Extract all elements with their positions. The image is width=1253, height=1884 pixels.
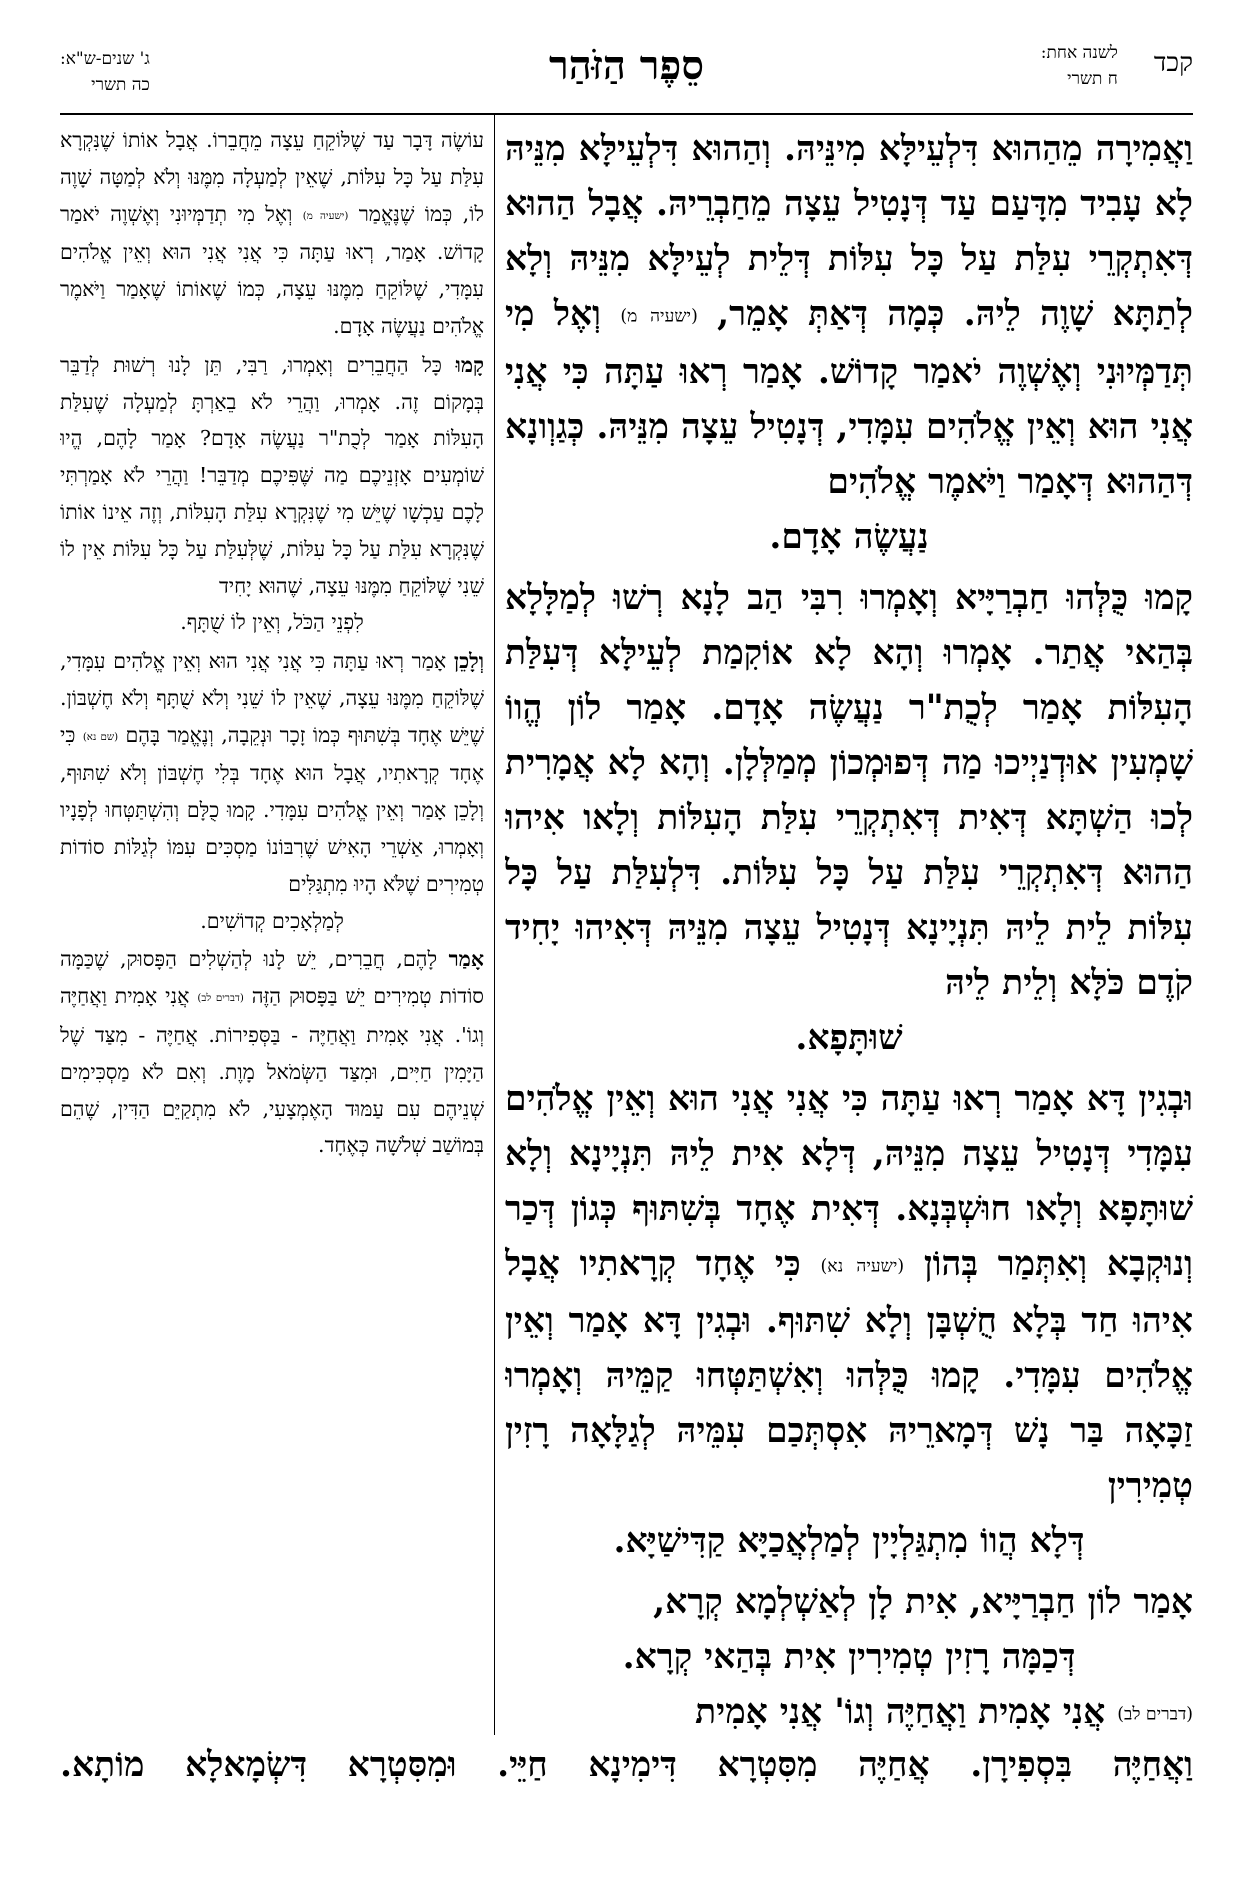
side-paragraph-3 [60,643,484,939]
main-paragraph-2 [505,571,1193,1066]
side-p3-opening: וְלָכֵן [453,649,484,674]
main-paragraph-4 [505,1575,1193,1732]
header-right-sub-2: ח תשרי [1067,69,1118,89]
main-p1-ref: (ישעיה מ) [620,306,698,327]
side-p3-text2: כִּי אֶחָד קְרָאתִיו, אֲבָל הוּא אֶחָד בְּלִי חֶשְׁבּוֹן וְלֹא שִׁתּוּף, וְלָכֵן אָמַר וְאֵין אֱלֹהִים עִמָּדִי. קָמוּ כֻלָּם וְהִשְׁתַּטְּחוּ לְפָנָיו וְאָמְרוּ, אַשְׁרֵי הָאִישׁ שֶׁרִבּוֹנוֹ מַסְכִּים עִמּוֹ לְגַלּוֹת סוֹדוֹת טְמִירִים שֶׁלֹּא הָיוּ מִתְגַּלִּים [60,722,484,896]
main-text-column [505,122,1193,1732]
main-p1-text: מֵהַהוּא דִּלְעֵילָּא מִינֵּיהּ. וְהַהוּא דִּלְעֵילָּא מִנֵּיהּ לָא עָבִיד מִדָּעַם עַד דְּנָטִיל עֵצָה מֵחַבְרֵיהּ. אֲבָל הַהוּא דְּאִתְקְרֵי עִלַּת עַל כָּל עִלּוֹת דְּלֵית לְעֵילָּא מִנֵּיהּ וְלָא לְתַתָּא שָׁוֶה לֵיהּ. כְּמָה דְּאַתְּ אָמֵר, [505,129,1193,334]
main-paragraph-3 [505,1072,1193,1570]
main-p1-end: נַעֲשֶׂה אָדָם. [769,516,929,557]
main-p2-text: כֻּלְּהוּ חַבְרַיָּיא וְאָמְרוּ רִבִּי הַב לָנָא רְשׁוּ לְמַלָּלָא בְּהַאי אֲתַר. אָמְרוּ וְהָא לָא אוֹקִמַת לְעֵילָּא דְּעִלַּת הָעִלּוֹת אָמַר לְכֻת"ר נַעֲשֶׂה אָדָם. אָמַר לוֹן הֱווֹ שָׁמְעִין אוּדְנַיְיכוּ מַה דְּפוּמְכוֹן מְמַלְּלָן. וְהָא לָא אֲמָרִית לְכוּ הַשְׁתָּא דְּאִית דְּאִתְקְרֵי עִלַּת הָעִלּוֹת וְלָאו אִיהוּ הַהוּא דְּאִתְקְרֵי עִלַּת עַל כָּל עִלּוֹת. דִּלְעִלַּת עַל כָּל עִלּוֹת לֵית לֵיהּ תִּנְיָינָא דְּנָטִיל עֵצָה מִנֵּיהּ דְּאִיהוּ יָחִיד קֹדֶם כֹּלָּא וְלֵית לֵיהּ [505,577,1193,1003]
main-p4-opening: אָמַר [1133,1582,1193,1623]
side-p1-text: עוֹשֶׂה דָּבָר עַד שֶׁלּוֹקֵחַ עֵצָה מֵחֲבֵרוֹ. אֲבָל אוֹתוֹ שֶׁנִּקְרָא עִלַּת עַל כָּל עִלּוֹת, שֶׁאֵין לְמַעְלָה מִמֶּנּוּ וְלֹא לְמַטָּה שָׁוֶה לוֹ, כְּמוֹ שֶׁנֶּאֱמַר [60,128,484,226]
page-header [60,40,1193,110]
commentary-column [60,122,484,1732]
main-p2-end: שׁוּתָּפָא. [795,1017,903,1058]
main-p4-text2: אֲנִי אָמִית וַאֲחַיֶּה וְגוֹ' אֲנִי אָמִית [695,1692,1106,1732]
page-title: סֵפֶר הַזֹּהַר [549,42,704,89]
side-p3-text: אָמַר רְאוּ עַתָּה כִּי אֲנִי אֲנִי הוּא וְאֵין אֱלֹהִים עִמָּדִי, שֶׁלּוֹקֵחַ מִמֶּנּוּ עֵצָה, שֶׁאֵין לוֹ שֵׁנִי וְלֹא שֻׁתָּף וְלֹא חֶשְׁבּוֹן. שֶׁיֵּשׁ אֶחָד בְּשִׁתּוּף כְּמוֹ זָכָר וּנְקֵבָה, וְנֶאֱמַר בָּהֶם [60,649,484,747]
side-p3-end: לְמַלְאָכִים קְדוֹשִׁים. [200,908,344,933]
main-p4-ref: (דברים לב) [1117,1704,1193,1725]
side-p1-ref: (ישעיה מ) [302,209,349,222]
side-p4-opening: אָמַר [448,947,484,972]
main-p3-end: דְּלָא הֲווֹ מִתְגַּלְיָין לְמַלְאֲכַיָּא קַדִּישַׁיָּא. [613,1521,1085,1562]
side-p3-ref: (שם נא) [82,730,119,743]
main-p2-opening: קָמוּ [1145,577,1193,618]
side-p4-text: לָהֶם, חֲבֵרִים, יֵשׁ לָנוּ לְהַשְׁלִים הַפָּסוּק, שֶׁכַּמָּה סוֹדוֹת טְמִירִים יֵשׁ בַּפָּסוּק הַזֶּה [60,947,484,1009]
main-paragraph-1 [505,122,1193,565]
column-divider [494,115,495,1735]
side-p2-end: לִפְנֵי הַכֹּל, וְאֵין לוֹ שֻׁתָּף. [180,610,364,635]
side-p4-ref: (דברים לב) [197,992,244,1005]
header-divider [60,113,1193,115]
full-width-closing-line: וַאֲחַיֶּה בִּסְפִירָן. אֲחַיֶּה מִסִּטְרָא דִּימִינָא חַיֵּי. וּמִסִּטְרָא דִּשְׂמָאלָא מוֹתָא. [60,1745,1193,1785]
header-left-sub-1: ג' שנים-ש"א: [60,49,150,69]
side-paragraph-2 [60,347,484,641]
side-p2-opening: קָמוּ [455,352,484,377]
main-p4-text-mid: דְּכַמָּה רָזִין טְמִירִין אִית בְּהַאי קְרָא. [622,1637,1076,1678]
main-p3-opening: וּבְגִין [1138,1078,1193,1119]
main-p1-text2: וְאֶל מִי תְּדַמְּיוּנִי וְאֶשְׁוֶה יֹאמַר קָדוֹשׁ. אָמַר רְאוּ עַתָּה כִּי אֲנִי אֲנִי הוּא וְאֵין אֱלֹהִים עִמָּדִי, דְּנָטִיל עֵצָה מִנֵּיהּ. כְּגַוְונָא דְּהַהוּא דְּאָמַר וַיֹּאמֶר אֱלֹהִים [505,294,1193,502]
side-p4-text2: אֲנִי אָמִית וַאֲחַיֶּה וְגוֹ'. אֲנִי אָמִית וַאֲחַיֶּה - בַּסְּפִירוֹת. אֲחַיֶּה - מִצַּד שֶׁל הַיָּמִין חַיִּים, וּמִצַּד הַשְּׂמֹאל מָוֶת. וְאִם לֹא מַסְכִּימִים שְׁנֵיהֶם עִם עַמּוּד הָאֶמְצָעִי, לֹא מִתְקַיֵּם הַדִּין, שֶׁהֵם בְּמוֹשַׁב שְׁלֹשָׁה כְּאֶחָד. [60,984,484,1158]
header-right-sub-1: לשנה אחת: [1040,43,1118,63]
header-left-sub-2: כה תשרי [91,75,150,95]
main-p3-text2: כִּי אֶחָד קְרָאתִיו אֲבָל אִיהוּ חַד בְּלָא חֻשְׁבָּן וְלָא שִׁתּוּף. וּבְגִין דָּא אָמַר וְאֵין אֱלֹהִים עִמָּדִי. קָמוּ כֻּלְּהוּ וְאִשְׁתַּטְּחוּ קַמֵּיהּ וְאָמְרוּ זַכָּאָה בַּר נָשׁ דְּמָארֵיהּ אִסְתְּכַם עִמֵּיהּ לְגַלָּאָה רָזִין טְמִירִין [505,1243,1193,1507]
side-p1-text2: וְאֶל מִי תְדַמְּיוּנִי וְאֶשְׁוֶה יֹאמַר קָדוֹשׁ. אָמַר, רְאוּ עַתָּה כִּי אֲנִי אֲנִי הוּא וְאֵין אֱלֹהִים עִמָּדִי, שֶׁלּוֹקֵחַ מִמֶּנּוּ עֵצָה, כְּמוֹ שֶׁאוֹתוֹ שֶׁאָמַר וַיֹּאמֶר אֱלֹהִים נַעֲשֶׂה אָדָם. [60,201,484,338]
main-p3-text: דָּא אָמַר רְאוּ עַתָּה כִּי אֲנִי אֲנִי הוּא וְאֵין אֱלֹהִים עִמָּדִי דְּנָטִיל עֵצָה מִנֵּיהּ, דְּלָא אִית לֵיהּ תִּנְיָינָא וְלָא שׁוּתָּפָא וְלָאו חוּשְׁבְּנָא. דְּאִית אֶחָד בְּשִׁתּוּף כְּגוֹן דְּכַר וְנוּקְבָא וְאִתְּמַר בְּהוֹן [505,1078,1193,1284]
side-p2-text: כָּל הַחֲבֵרִים וְאָמְרוּ, רַבִּי, תֵּן לָנוּ רְשׁוּת לְדַבֵּר בְּמָקוֹם זֶה. אָמְרוּ, וַהֲרֵי לֹא בֵאַרְתָּ לְמַעְלָה שֶׁעִלַּת הָעִלּוֹת אָמַר לְכֻת"ר נַעֲשֶׂה אָדָם? אָמַר לָהֶם, הֱיוּ שׁוֹמְעִים אָזְנֵיכֶם מַה שֶּׁפִּיכֶם מְדַבֵּר! וַהֲרֵי לֹא אָמַרְתִּי לָכֶם עַכְשָׁו שֶׁיֵּשׁ מִי שֶׁנִּקְרָא עִלַּת הָעִלּוֹת, וְזֶה אֵינוֹ אוֹתוֹ שֶׁנִּקְרָא עִלַּת עַל כָּל עִלּוֹת, שֶׁלְּעִלַּת עַל כָּל עִלּוֹת אֵין לוֹ שֵׁנִי שֶׁלּוֹקֵחַ מִמֶּנּוּ עֵצָה, שֶׁהוּא יָחִיד [60,352,484,598]
main-p1-opening: וַאֲמִירָה [1095,129,1193,169]
side-paragraph-4 [60,941,484,1164]
page-number: קכד [1153,48,1193,78]
main-p3-ref: (ישעיה נא) [820,1256,905,1277]
main-p4-text: לוֹן חַבְרַיָּיא, אִית לָן לְאַשְׁלְמָא קְרָא, [653,1582,1122,1623]
header-left-block [60,46,150,98]
side-paragraph-1 [60,122,484,345]
